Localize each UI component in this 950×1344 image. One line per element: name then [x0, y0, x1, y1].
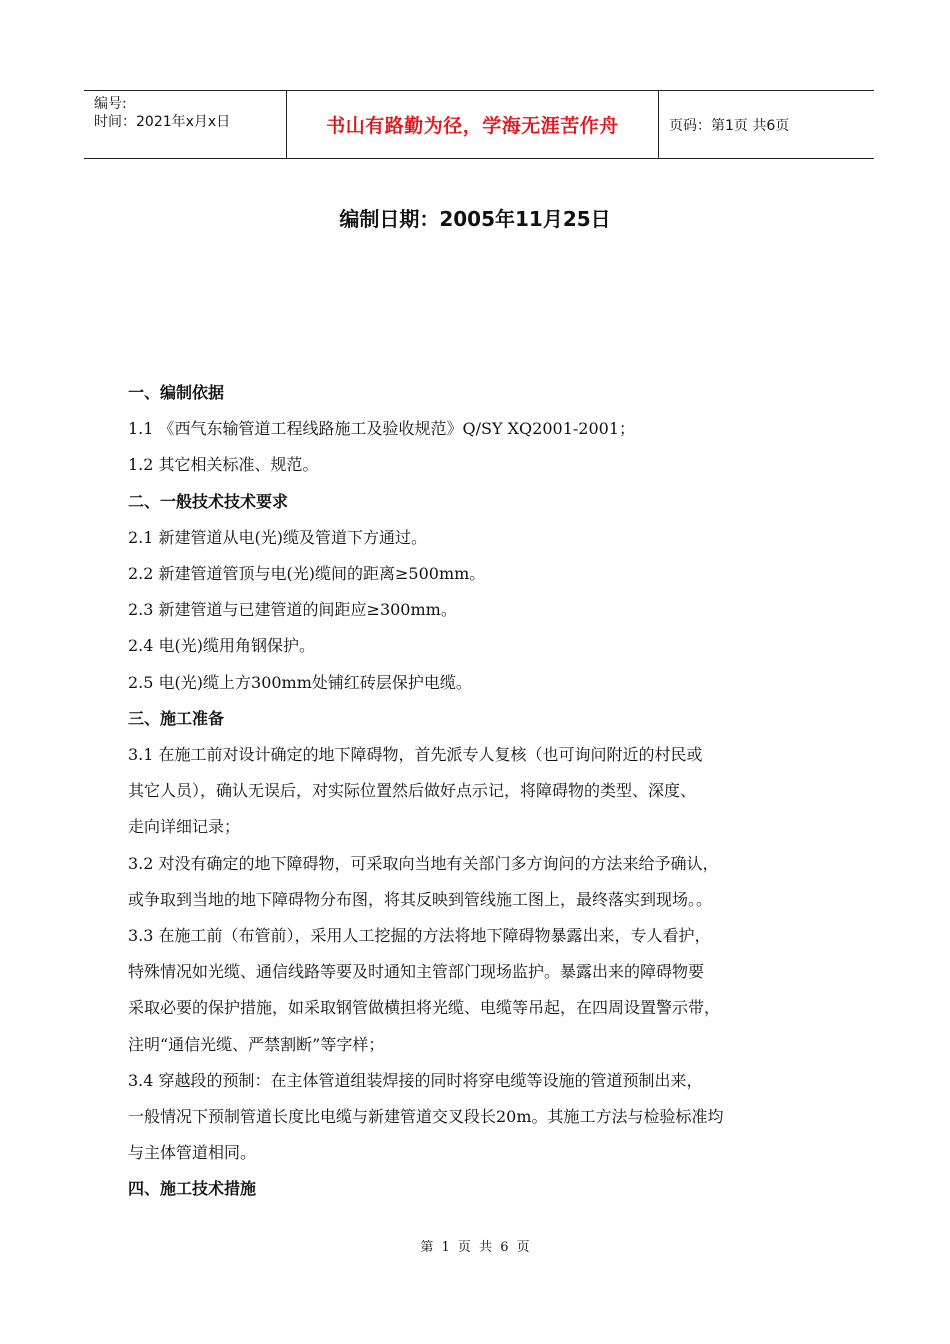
paragraph-line: 1.1 《西气东输管道工程线路施工及验收规范》Q/SY XQ2001-2001； — [128, 419, 636, 439]
section-heading: 三、施工准备 — [128, 708, 225, 728]
time-label: 时间：2021年x月x日 — [94, 114, 231, 130]
paragraph-line: 注明“通信光缆、严禁割断”等字样； — [128, 1034, 385, 1054]
paragraph-line: 2.5 电(光)缆上方300mm处铺红砖层保护电缆。 — [128, 672, 472, 692]
paragraph-line: 特殊情况如光缆、通信线路等要及时通知主管部门现场监护。暴露出来的障碍物要 — [128, 962, 705, 982]
header-meta — [84, 91, 286, 158]
paragraph-line: 2.1 新建管道从电(光)缆及管道下方通过。 — [128, 527, 428, 547]
paragraph-line: 2.3 新建管道与已建管道的间距应≥300mm。 — [128, 600, 457, 620]
paragraph-line: 与主体管道相同。 — [128, 1143, 257, 1163]
paragraph-line: 1.2 其它相关标准、规范。 — [128, 455, 319, 475]
paragraph-line: 或争取到当地的地下障碍物分布图，将其反映到管线施工图上，最终落实到现场。。 — [128, 889, 713, 909]
page-header — [84, 90, 874, 159]
paragraph-line: 3.3 在施工前（布管前），采用人工挖掘的方法将地下障碍物暴露出来，专人看护， — [128, 926, 711, 946]
page-label: 页码：第1页 共6页 — [669, 117, 790, 134]
paragraph-line: 3.4 穿越段的预制：在主体管道组装焊接的同时将穿电缆等设施的管道预制出来， — [128, 1070, 703, 1090]
motto-text: 书山有路勤为径，学海无涯苦作舟 — [326, 115, 619, 137]
paragraph-line: 其它人员），确认无误后，对实际位置然后做好点示记，将障碍物的类型、深度、 — [128, 781, 697, 801]
paragraph-line: 2.2 新建管道管顶与电(光)缆间的距离≥500mm。 — [128, 564, 486, 584]
header-motto — [286, 91, 659, 158]
paragraph-line: 3.2 对没有确定的地下障碍物，可采取向当地有关部门多方询问的方法来给予确认， — [128, 853, 719, 873]
paragraph-line: 一般情况下预制管道长度比电缆与新建管道交叉段长20m。其施工方法与检验标准均 — [128, 1107, 724, 1127]
header-page — [659, 91, 874, 158]
page-footer: 第 1 页 共 6 页 — [420, 1240, 530, 1255]
section-heading: 二、一般技术技术要求 — [128, 491, 289, 511]
document-date: 编制日期：2005年11月25日 — [339, 207, 611, 231]
section-heading: 一、编制依据 — [128, 383, 225, 402]
section-heading: 四、施工技术措施 — [128, 1179, 257, 1199]
paragraph-line: 3.1 在施工前对设计确定的地下障碍物，首先派专人复核（也可询问附近的村民或 — [128, 745, 703, 765]
paragraph-line: 采取必要的保护措施，如采取钢管做横担将光缆、电缆等吊起，在四周设置警示带， — [128, 998, 721, 1018]
paragraph-line: 走向详细记录； — [128, 817, 241, 837]
paragraph-line: 2.4 电(光)缆用角钢保护。 — [128, 636, 316, 656]
document-body — [128, 375, 848, 1208]
serial-label: 编号: — [94, 96, 127, 112]
